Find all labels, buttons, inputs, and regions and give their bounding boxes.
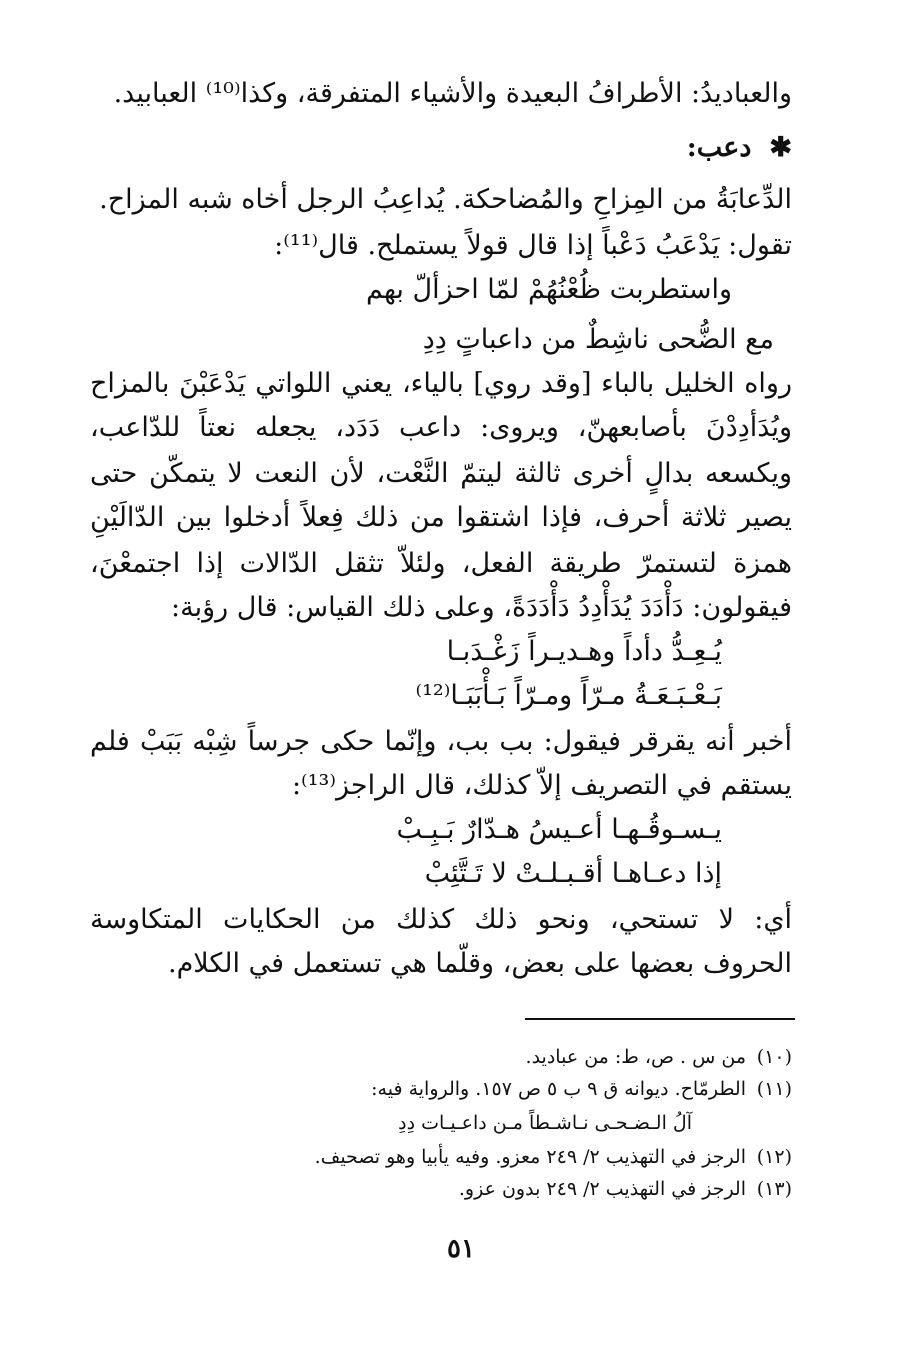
footnote-text: الرجز في التهذيب ٢/ ٢٤٩ بدون عزو. (458, 1178, 746, 1200)
text-line-5: ويُدَأدِدْنَ بأصابعهنّ، ويروى: داعب دَدَد، يجعله نعتاً للدّاعب، (90, 412, 792, 443)
text-line-2: الدِّعابَةُ من المِزاحِ والمُضاحكة. يُداعِبُ الرجل أخاه شبه المزاح. (99, 184, 792, 215)
text-line-9: فيقولون: دَأْدَدَ يُدَأْدِدُ دَأْدَدَةً، وعلى ذلك القياس: قال رؤبة: (171, 592, 792, 623)
entry-heading-text: دعب: (686, 132, 752, 163)
text-line-3: تقول: يَدْعَبُ دَعْباً إذا قال قولاً يستملح. قال⁽¹¹⁾: (274, 230, 792, 261)
text-line-12: أي: لا تستحي، ونحو ذلك كذلك من الحكايات المتكاوسة (90, 904, 792, 935)
entry-heading (90, 128, 792, 168)
footnote-separator (525, 1018, 795, 1020)
text-line-10: أخبر أنه يقرقر فيقول: بب بب، وإنّما حكى جرساً شِبْه بَبَبْ فلم (90, 726, 792, 757)
text-line-13: الحروف بعضها على بعض، وقلّما هي تستعمل في الكلام. (167, 948, 792, 979)
footnote-12 (315, 1142, 792, 1172)
footnote-number: (١٣) (756, 1178, 792, 1200)
footnote-text: الطرمّاح. ديوانه ق ٩ ب ٥ ص ١٥٧. والرواية فيه: (371, 1078, 746, 1100)
verse-line-2: مع الضُّحى ناشِطٌ من داعباتٍ دِدِ (422, 324, 774, 355)
text-line-1: والعباديدُ: الأطرافُ البعيدة والأشياء المتفرقة، وكذا⁽¹⁰⁾ العبابيد. (113, 78, 792, 109)
text-line-6: ويكسعه بدالٍ أخرى ثالثة ليتمّ النَّعْت، لأن النعت لا يتمكّن حتى (90, 458, 792, 489)
verse-line-6: إذا دعـاهـا أقـبـلـتْ لا تَـتَّئِبْ (424, 858, 722, 889)
text-line-4: رواه الخليل بالباء [وقد روي] بالياء، يعني اللواتي يَدْعَبْنَ بالمزاح (90, 368, 792, 399)
text-line-7: يصير ثلاثة أحرف، فإذا اشتقوا من ذلك فِعلاً أدخلوا بين الدّالَيْنِ (90, 502, 792, 533)
footnote-text: الرجز في التهذيب ٢/ ٢٤٩ معزو. وفيه يأبيا وهو تصحيف. (314, 1146, 746, 1168)
text-line-11: يستقم في التصريف إلاّ كذلك، قال الراجز⁽¹³⁾: (291, 770, 792, 801)
page-number: ٥١ (447, 1234, 475, 1264)
verse-line-3: يُـعِـدُّ دأداً وهـديـراً زَغْـدَبـا (446, 636, 722, 667)
verse-line-5: يـسـوقُـهـا أعـيسُ هـدّارٌ بَـبِـبْ (396, 814, 722, 845)
footnote-text: من س . ص، ط: من عباديد. (525, 1046, 746, 1068)
verse-line-4: بَـعْـبَـعَـةُ مـرّاً ومـرّاً بَـأْبَبَـا⁽¹²⁾ (415, 680, 722, 711)
footnote-number: (١٠) (756, 1046, 792, 1068)
footnote-11 (371, 1074, 792, 1104)
asterisk-icon: ✱ (769, 132, 792, 163)
footnote-10 (526, 1042, 792, 1072)
text-line-8: همزة لتستمرّ طريقة الفعل، ولئلاّ تثقل الدّالات إذا اجتمعْنَ، (90, 548, 792, 579)
footnote-number: (١١) (756, 1078, 792, 1100)
footnote-number: (١٢) (756, 1146, 792, 1168)
verse-line-1: واستطربت ظُعْنُهُمْ لمّا احزألّ بهم (366, 274, 732, 305)
footnote-13 (459, 1174, 792, 1204)
footnote-verse: آلُ الـضـحـى نـاشـطاً مـن داعـيـات دِدِ (398, 1112, 692, 1134)
